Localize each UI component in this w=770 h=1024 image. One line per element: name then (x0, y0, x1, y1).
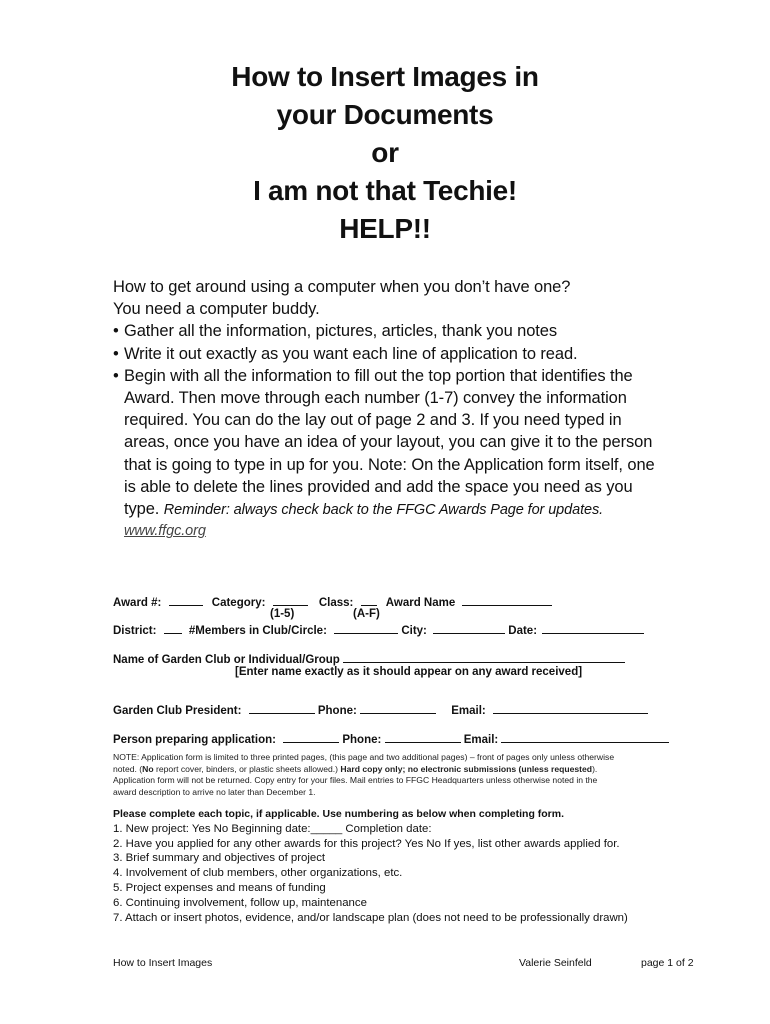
note-text: noted. ( (113, 763, 143, 774)
topic-item: 3. Brief summary and objectives of project (113, 852, 326, 865)
footer-author: Valerie Seinfeld (519, 957, 592, 969)
phone-label: Phone: (317, 705, 357, 717)
phone-label: Phone: (342, 734, 382, 746)
president-label: Garden Club President: (113, 705, 242, 717)
club-name-row (113, 651, 625, 666)
bullet-text: that is going to type in up for you. Note: On the Application form itself, one (124, 455, 655, 474)
intro-section (113, 276, 713, 540)
category-hint: (1-5) (270, 608, 295, 620)
date-field[interactable] (542, 622, 644, 634)
email-label: Email: (463, 734, 499, 746)
district-field[interactable] (164, 622, 182, 634)
note-line (113, 764, 713, 776)
title-line: How to Insert Images in (231, 61, 539, 92)
reminder-text: Reminder: always check back to the FFGC Awards Page for updates. (163, 502, 604, 519)
preparer-row (113, 731, 669, 746)
title-line: or (371, 137, 399, 168)
bullet-icon: • (113, 322, 119, 341)
award-number-field[interactable] (169, 594, 203, 606)
bullet-text: required. You can do the lay out of page 2 and 3. If you need typed in (124, 411, 622, 430)
bullet-text: Gather all the information, pictures, articles, thank you notes (124, 322, 558, 341)
category-field[interactable] (273, 594, 308, 606)
ffgc-link[interactable]: www.ffgc.org (124, 523, 206, 540)
preparer-field[interactable] (283, 731, 339, 743)
note-emphasis: No (142, 763, 154, 774)
note-text: report cover, binders, or plastic sheets allowed.) (153, 763, 341, 774)
award-row (113, 594, 552, 609)
bullet-text: type. (124, 500, 160, 519)
bullet-text: Award. Then move through each number (1-7) convey the information (124, 389, 627, 408)
bullet-item (113, 320, 713, 342)
bullet-text: areas, once you have an idea of your layout, you can give it to the person (124, 433, 653, 452)
footer-title: How to Insert Images (113, 957, 213, 969)
award-label: Award #: (113, 597, 162, 609)
topic-item: 4. Involvement of club members, other organizations, etc. (113, 867, 403, 880)
class-label: Class: (318, 597, 354, 609)
topic-item: 6. Continuing involvement, follow up, maintenance (113, 896, 367, 909)
class-hint: (A-F) (353, 608, 380, 620)
intro-question: How to get around using a computer when you don’t have one? (113, 278, 571, 296)
title-line: HELP!! (339, 213, 431, 244)
bullet-item (113, 365, 713, 540)
club-name-hint: [Enter name exactly as it should appear on any award received] (235, 666, 583, 678)
topics-list (113, 807, 713, 925)
category-label: Category: (211, 597, 266, 609)
award-name-label: Award Name (385, 597, 456, 609)
bullet-text: Write it out exactly as you want each line of application to read. (124, 344, 578, 363)
title-line: I am not that Techie! (253, 175, 517, 206)
president-row (113, 702, 648, 717)
topic-item: 1. New project: Yes No Beginning date:_____ Completion date: (113, 822, 432, 835)
title-line: your Documents (276, 99, 494, 130)
bullet-icon: • (113, 366, 119, 385)
note-line: NOTE: Application form is limited to three printed pages, (this page and two additional pages) – front of pages only unless otherwise (113, 752, 615, 762)
bullet-item (113, 343, 713, 365)
preparer-phone-field[interactable] (385, 731, 461, 743)
city-field[interactable] (433, 622, 505, 634)
award-name-field[interactable] (462, 594, 552, 606)
page-title (0, 58, 770, 248)
bullet-icon: • (113, 344, 119, 363)
note-text: ). (592, 763, 598, 774)
district-label: District: (113, 625, 157, 637)
club-name-field[interactable] (343, 651, 625, 663)
president-phone-field[interactable] (360, 702, 436, 714)
president-email-field[interactable] (493, 702, 648, 714)
district-row (113, 622, 644, 637)
members-label: #Members in Club/Circle: (188, 625, 327, 637)
preparer-email-field[interactable] (501, 731, 669, 743)
preparer-label: Person preparing application: (113, 734, 276, 746)
email-label: Email: (451, 705, 486, 717)
class-field[interactable] (361, 594, 377, 606)
topic-item: 5. Project expenses and means of funding (113, 881, 326, 894)
note-line: award description to arrive no later than December 1. (113, 786, 316, 797)
intro-buddy: You need a computer buddy. (113, 300, 320, 319)
city-label: City: (401, 625, 427, 637)
footer-page-number: page 1 of 2 (641, 957, 694, 969)
note-line: Application form will not be returned. Copy entry for your files. Mail entries to FFGC Headquarters unless otherwise noted in the (113, 775, 598, 785)
date-label: Date: (508, 625, 538, 637)
submission-note (113, 752, 713, 798)
bullet-text: is able to delete the lines provided and add the space you need as you (124, 477, 633, 496)
note-emphasis: Hard copy only; no electronic submissions (unless requested (340, 763, 593, 774)
members-field[interactable] (334, 622, 398, 634)
topic-item: 2. Have you applied for any other awards for this project? Yes No If yes, list other awards applied for. (113, 837, 620, 850)
topic-item: 7. Attach or insert photos, evidence, and/or landscape plan (does not need to be professionally drawn) (113, 911, 628, 924)
bullet-text: Begin with all the information to fill out the top portion that identifies the (124, 366, 633, 385)
topics-heading: Please complete each topic, if applicable. Use numbering as below when completing form. (113, 808, 565, 820)
president-field[interactable] (249, 702, 315, 714)
club-name-label: Name of Garden Club or Individual/Group (113, 654, 340, 666)
